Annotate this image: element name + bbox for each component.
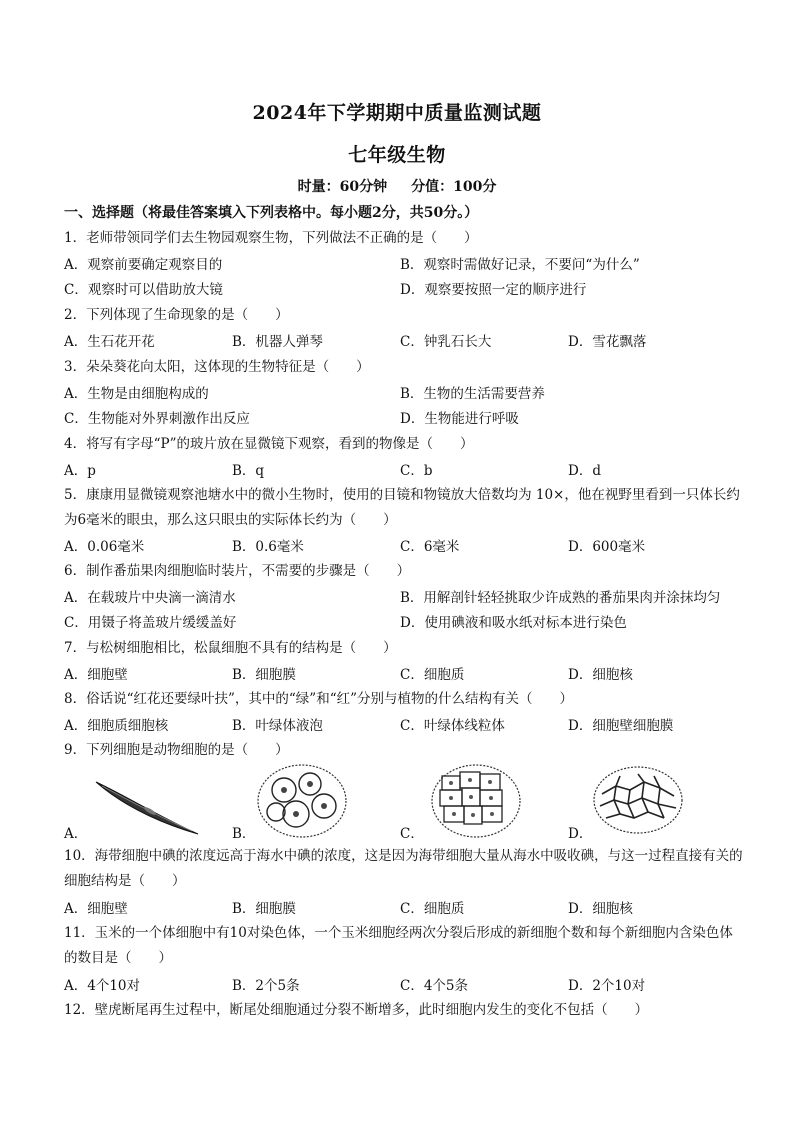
option-d: D．细胞核 [568, 901, 633, 917]
option-d: D． [568, 826, 593, 842]
option-d: D．观察要按照一定的顺序进行 [400, 282, 587, 298]
option-d: D．细胞核 [568, 667, 633, 683]
option-a: A．细胞壁 [64, 901, 128, 917]
option-a: A． [64, 826, 88, 842]
question-1-stem: 1．老师带领同学们去生物园观察生物，下列做法不正确的是（ ） [64, 230, 478, 246]
option-d: D．2个10对 [568, 978, 646, 994]
question-8-options [64, 714, 744, 736]
option-a: A．在载玻片中央滴一滴清水 [64, 590, 236, 606]
question-2-stem: 2．下列体现了生命现象的是（ ） [64, 307, 289, 323]
exam-subtitle: 七年级生物 [348, 144, 446, 166]
question-11-options [64, 974, 744, 996]
question-11-stem: 11．玉米的一个体细胞中有10对染色体，一个玉米细胞经两次分裂后形成的新细胞个数和每个新细胞内含染色体的数目是（ ） [64, 925, 733, 966]
question-5-stem: 5．康康用显微镜观察池塘水中的微小生物时，使用的目镜和物镜放大倍数均为 10×，他在视野里看到一只体长约为6毫米的眼虫，那么这只眼虫的实际体长约为（ ） [64, 487, 740, 528]
option-b: B．2个5条 [232, 978, 300, 994]
total-score: 分值：100分 [411, 179, 497, 195]
exam-meta [0, 176, 794, 196]
option-d: D．生物能进行呼吸 [400, 411, 519, 427]
question-1-options-row1 [64, 253, 744, 275]
option-b: B．叶绿体液泡 [232, 718, 323, 734]
option-c: C．4个5条 [400, 978, 469, 994]
exam-title: 2024年下学期期中质量监测试题 [252, 102, 542, 124]
option-a: A．p [64, 463, 96, 479]
section-heading: 一、选择题（将最佳答案填入下列表格中。每小题2分，共50分。） [64, 205, 479, 221]
option-a: A．生石花开花 [64, 334, 155, 350]
time-limit: 时量：60分钟 [297, 179, 388, 195]
question-10-stem: 10．海带细胞中碘的浓度远高于海水中碘的浓度，这是因为海带细胞大量从海水中吸收碘，与这一过程直接有关的细胞结构是（ ） [64, 848, 743, 889]
option-c: C． [400, 826, 424, 842]
question-4-options [64, 459, 744, 481]
option-c: C．细胞质 [400, 901, 465, 917]
option-b: B．机器人弹琴 [232, 334, 323, 350]
option-c: C．用镊子将盖玻片缓缓盖好 [64, 615, 237, 631]
option-b: B．生物的生活需要营养 [400, 386, 545, 402]
question-7-stem: 7．与松树细胞相比，松鼠细胞不具有的结构是（ ） [64, 640, 397, 656]
option-c: C．细胞质 [400, 667, 465, 683]
question-3-options-row2 [64, 407, 744, 429]
onion-cells-figure [590, 764, 686, 836]
question-9-image-options [64, 762, 744, 842]
round-cells-figure [254, 762, 350, 840]
option-a: A．细胞壁 [64, 667, 128, 683]
question-5-options [64, 535, 744, 557]
option-b: B． [232, 826, 256, 842]
question-7-options [64, 663, 744, 685]
option-a: A．细胞质细胞核 [64, 718, 169, 734]
question-9-stem: 9．下列细胞是动物细胞的是（ ） [64, 742, 289, 758]
option-b: B．q [232, 463, 265, 479]
option-d: D．雪花飘落 [568, 334, 647, 350]
option-c: C．b [400, 463, 433, 479]
question-3-options-row1 [64, 382, 744, 404]
question-6-options-row1 [64, 586, 744, 608]
option-a: A．4个10对 [64, 978, 141, 994]
option-d: D．细胞壁细胞膜 [568, 718, 674, 734]
option-d: D．d [568, 463, 601, 479]
option-d: D．使用碘液和吸水纸对标本进行染色 [400, 615, 627, 631]
question-3-stem: 3．朵朵葵花向太阳，这体现的生物特征是（ ） [64, 359, 370, 375]
question-8-stem: 8．俗话说“红花还要绿叶扶”，其中的“绿”和“红”分别与植物的什么结构有关（ ） [64, 691, 573, 707]
question-12-stem: 12．壁虎断尾再生过程中，断尾处细胞通过分裂不断增多，此时细胞内发生的变化不包括（ ） [64, 1002, 649, 1018]
spindle-cell-figure [92, 776, 202, 836]
option-c: C．观察时可以借助放大镜 [64, 282, 223, 298]
question-10-options [64, 897, 744, 919]
option-b: B．0.6毫米 [232, 539, 304, 555]
question-6-stem: 6．制作番茄果肉细胞临时装片，不需要的步骤是（ ） [64, 563, 411, 579]
option-d: D．600毫米 [568, 539, 646, 555]
question-1-options-row2 [64, 278, 744, 300]
plant-cells-figure [428, 762, 524, 840]
option-a: A．观察前要确定观察目的 [64, 257, 223, 273]
option-b: B．细胞膜 [232, 667, 296, 683]
option-b: B．用解剖针轻轻挑取少许成熟的番茄果肉并涂抹均匀 [400, 590, 721, 606]
option-c: C．叶绿体线粒体 [400, 718, 505, 734]
option-a: A．生物是由细胞构成的 [64, 386, 209, 402]
option-b: B．细胞膜 [232, 901, 296, 917]
option-c: C．生物能对外界刺激作出反应 [64, 411, 250, 427]
option-c: C．6毫米 [400, 539, 460, 555]
option-a: A．0.06毫米 [64, 539, 145, 555]
question-6-options-row2 [64, 611, 744, 633]
option-c: C．钟乳石长大 [400, 334, 492, 350]
question-4-stem: 4．将写有字母“P”的玻片放在显微镜下观察，看到的物像是（ ） [64, 436, 474, 452]
question-2-options [64, 330, 744, 352]
option-b: B．观察时需做好记录，不要问“为什么” [400, 257, 640, 273]
